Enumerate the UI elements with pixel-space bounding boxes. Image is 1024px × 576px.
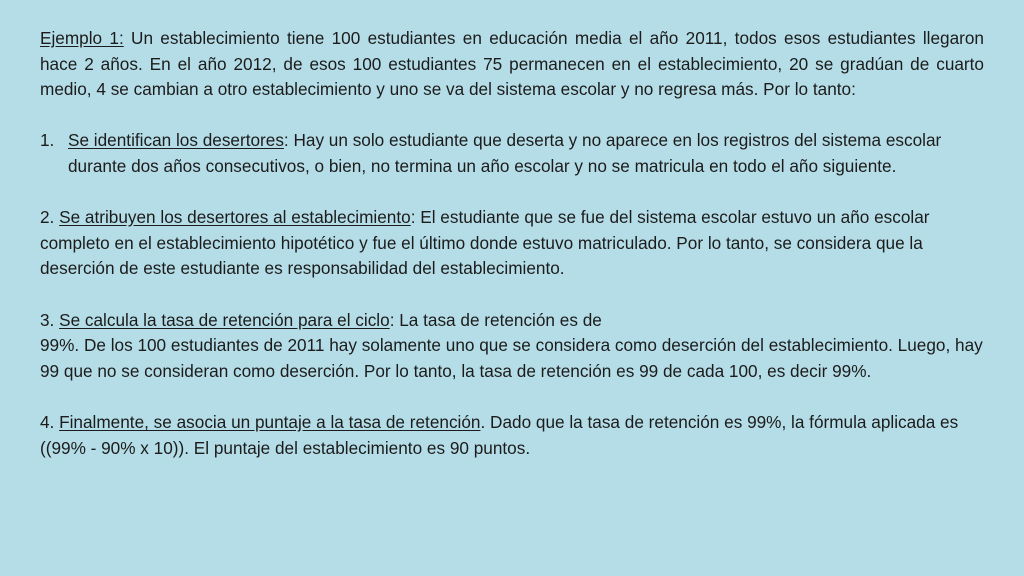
example-heading: Ejemplo 1: <box>40 28 124 48</box>
step-3-number: 3. <box>40 309 60 330</box>
step-1-title: Se identifican los desertores <box>68 130 284 151</box>
step-1-text: : Hay un solo estudiante que deserta y no aparece en los registros del sistema escolar durante dos años consecutivos, o bien, no termina un año escolar y no se matricula en todo el año siguiente. <box>68 130 942 176</box>
step-4-text: . Dado que la tasa de retención es 99%, la fórmula aplicada es ((99% - 90% x 10)). El puntaje del establecimiento es 90 puntos. <box>40 411 959 458</box>
step-2-text: : El estudiante que se fue del sistema escolar estuvo un año escolar completo en el establecimiento hipotético y fue el último donde estuvo matriculado. Por lo tanto, se considera que la deserción de este estudiante es responsabilidad del establecimiento. <box>40 207 930 279</box>
slide-content <box>40 26 984 461</box>
step-3 <box>40 308 984 385</box>
step-1-number: 1. <box>40 130 55 151</box>
step-4-title: Finalmente, se asocia un puntaje a la tasa de retención <box>59 411 481 432</box>
step-4-number: 4. <box>40 411 60 432</box>
spacer <box>40 282 984 308</box>
spacer <box>40 103 984 129</box>
step-2 <box>40 205 984 282</box>
step-3-text-line1: : La tasa de retención es de <box>389 309 602 330</box>
example-paragraph <box>40 26 984 103</box>
step-2-title: Se atribuyen los desertores al establecimiento <box>59 207 411 228</box>
step-3-text: 99%. De los 100 estudiantes de 2011 hay solamente uno que se considera como deserción del establecimiento. Luego, hay 99 que no se consideran como deserción. Por lo tanto, la tasa de retención es 99 de cada 100, es decir 99%. <box>40 335 983 381</box>
step-3-title: Se calcula la tasa de retención para el ciclo <box>59 309 390 330</box>
example-text: Un establecimiento tiene 100 estudiantes en educación media el año 2011, todos esos estudiantes llegaron hace 2 años. En el año 2012, de esos 100 estudiantes 75 permanecen en el establecimiento, 20 se gradúan de cuarto medio, 4 se cambian a otro establecimiento y uno se va del sistema escolar y no regresa más. Por lo tanto: <box>40 28 984 100</box>
spacer <box>40 384 984 410</box>
step-4 <box>40 410 984 461</box>
step-1-body <box>68 128 984 179</box>
spacer <box>40 180 984 206</box>
step-1 <box>40 128 984 179</box>
step-2-number: 2. <box>40 207 60 228</box>
